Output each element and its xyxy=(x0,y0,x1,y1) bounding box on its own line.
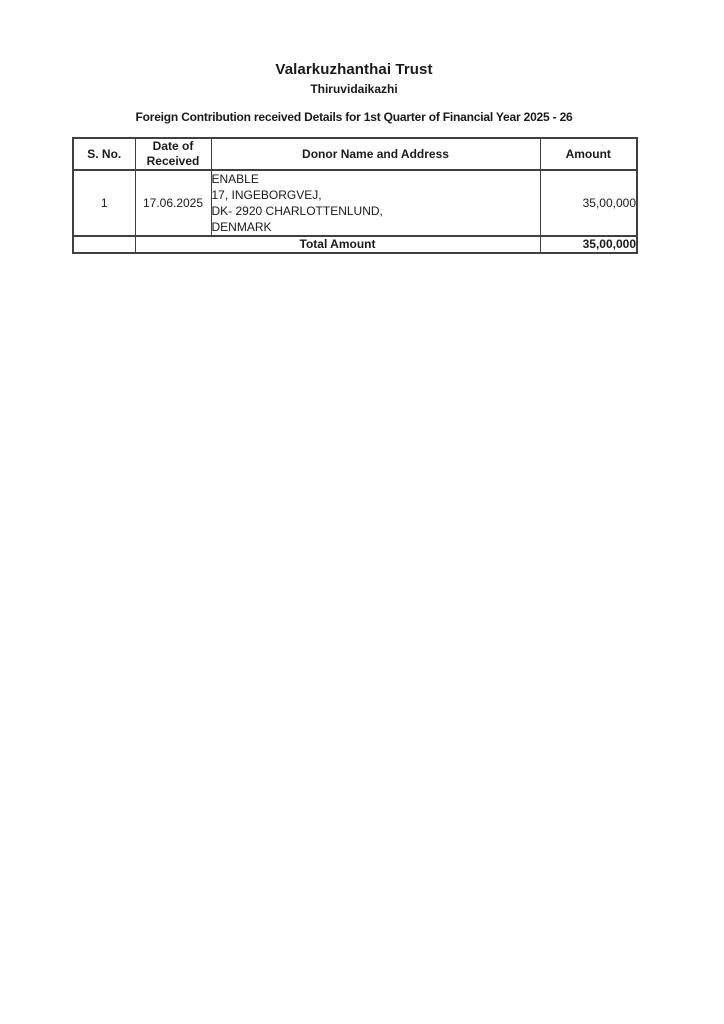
column-header-sno: S. No. xyxy=(73,138,135,170)
document-header xyxy=(72,60,636,124)
org-title: Valarkuzhanthai Trust xyxy=(275,61,433,78)
table-header-row xyxy=(73,138,637,170)
donor-line-street: 17, INGEBORGVEJ, xyxy=(211,188,322,202)
foreign-contribution-table xyxy=(72,137,638,254)
cell-donor-name-address xyxy=(211,170,540,236)
total-amount-label: Total Amount xyxy=(135,236,540,253)
cell-amount: 35,00,000 xyxy=(540,170,637,236)
table-row xyxy=(73,170,637,236)
column-header-donor: Donor Name and Address xyxy=(211,138,540,170)
column-header-date-received: Date of Received xyxy=(135,138,211,170)
org-subtitle: Thiruvidaikazhi xyxy=(310,82,398,96)
donor-line-name: ENABLE xyxy=(211,172,259,186)
cell-date-received: 17.06.2025 xyxy=(135,170,211,236)
total-row-empty-cell xyxy=(73,236,135,253)
donor-line-city: DK- 2920 CHARLOTTENLUND, xyxy=(211,204,383,218)
total-amount-value: 35,00,000 xyxy=(540,236,637,253)
donor-line-country: DENMARK xyxy=(211,220,272,234)
column-header-amount: Amount xyxy=(540,138,637,170)
cell-sno: 1 xyxy=(73,170,135,236)
total-row xyxy=(73,236,637,253)
report-heading: Foreign Contribution received Details for 1st Quarter of Financial Year 2025 - 26 xyxy=(135,110,573,124)
